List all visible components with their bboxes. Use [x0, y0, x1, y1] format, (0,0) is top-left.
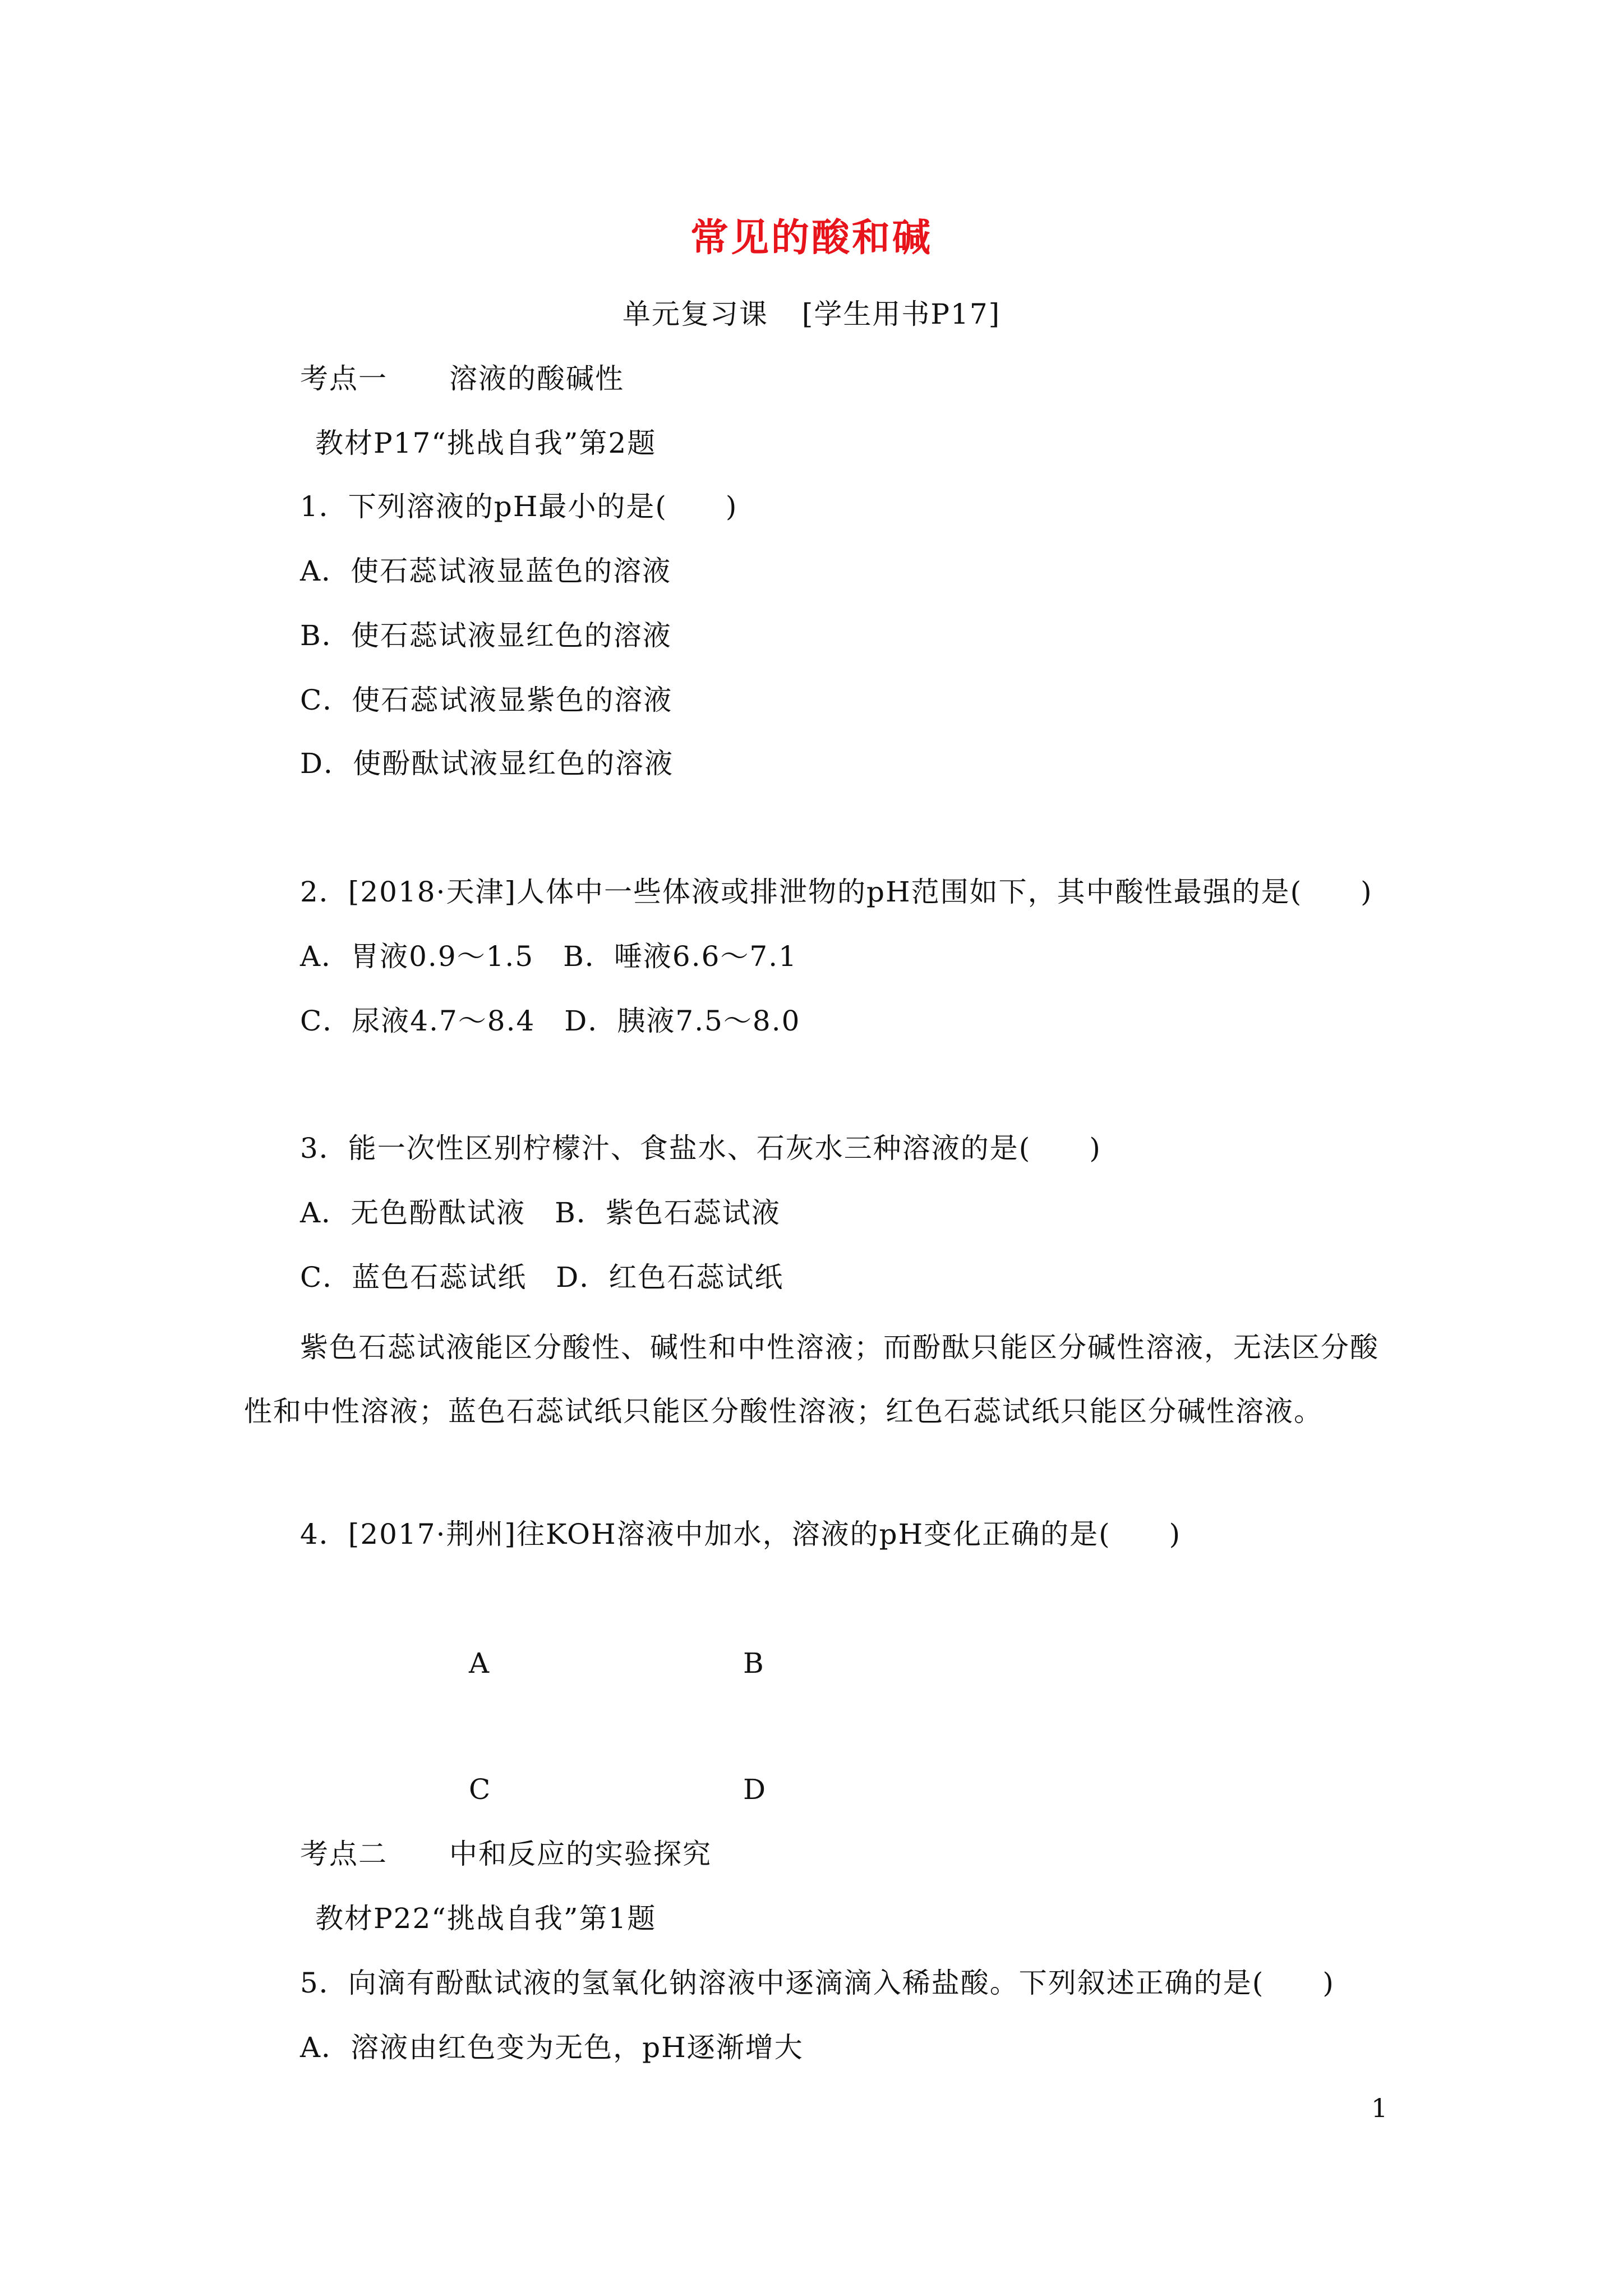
question-5-stem: 5．向滴有酚酞试液的氢氧化钠溶液中逐滴滴入稀盐酸。下列叙述正确的是( ): [300, 1967, 1335, 1999]
student-book-reference: [学生用书P17]: [801, 298, 1001, 330]
section-2-label: 考点二: [300, 1838, 388, 1870]
question-5-option-a: A．溶液由红色变为无色，pH逐渐增大: [300, 2031, 804, 2064]
question-1-option-d: D．使酚酞试液显红色的溶液: [300, 747, 674, 780]
question-3-options-row-2: C．蓝色石蕊试纸 D．红色石蕊试纸: [300, 1261, 784, 1294]
question-4-stem: 4．[2017·荆州]往KOH溶液中加水，溶液的pH变化正确的是( ): [300, 1518, 1182, 1550]
section-2-textbook-ref: 教材P22“挑战自我”第1题: [315, 1902, 657, 1935]
figure-label-d: D: [743, 1773, 766, 1806]
page-title: 常见的酸和碱: [690, 216, 933, 260]
question-3-explanation-text: 紫色石蕊试液能区分酸性、碱性和中性溶液；而酚酞只能区分碱性溶液，无法区分酸性和中性溶液；蓝色石蕊试纸只能区分酸性溶液；红色石蕊试纸只能区分碱性溶液。: [244, 1331, 1379, 1428]
question-1-option-a: A．使石蕊试液显蓝色的溶液: [300, 555, 672, 587]
course-type: 单元复习课: [622, 298, 768, 330]
figure-label-b: B: [743, 1647, 764, 1680]
section-1-name: 溶液的酸碱性: [449, 362, 624, 395]
figure-label-a: A: [469, 1647, 490, 1680]
section-1-heading: [300, 362, 624, 395]
question-2-options-row-2: C．尿液4.7～8.4 D．胰液7.5～8.0: [300, 1005, 801, 1037]
question-2-options-row-1: A．胃液0.9～1.5 B．唾液6.6～7.1: [300, 940, 797, 973]
section-1-label: 考点一: [300, 362, 388, 395]
question-3-explanation: [244, 1315, 1388, 1443]
section-2-heading: [300, 1837, 712, 1871]
section-2-name: 中和反应的实验探究: [449, 1838, 712, 1870]
question-1-option-c: C．使石蕊试液显紫色的溶液: [300, 684, 673, 716]
page-number: 1: [1371, 2093, 1388, 2123]
question-3-options-row-1: A．无色酚酞试液 B．紫色石蕊试液: [300, 1197, 781, 1229]
question-1-option-b: B．使石蕊试液显红色的溶液: [300, 619, 672, 652]
figure-label-c: C: [469, 1773, 491, 1806]
section-1-textbook-ref: 教材P17“挑战自我”第2题: [315, 427, 657, 459]
page-subtitle: [0, 297, 1623, 331]
question-2-stem: 2．[2018·天津]人体中一些体液或排泄物的pH范围如下，其中酸性最强的是( ): [300, 876, 1373, 908]
question-1-stem: 1．下列溶液的pH最小的是( ): [300, 490, 738, 523]
question-3-stem: 3．能一次性区别柠檬汁、食盐水、石灰水三种溶液的是( ): [300, 1132, 1101, 1165]
